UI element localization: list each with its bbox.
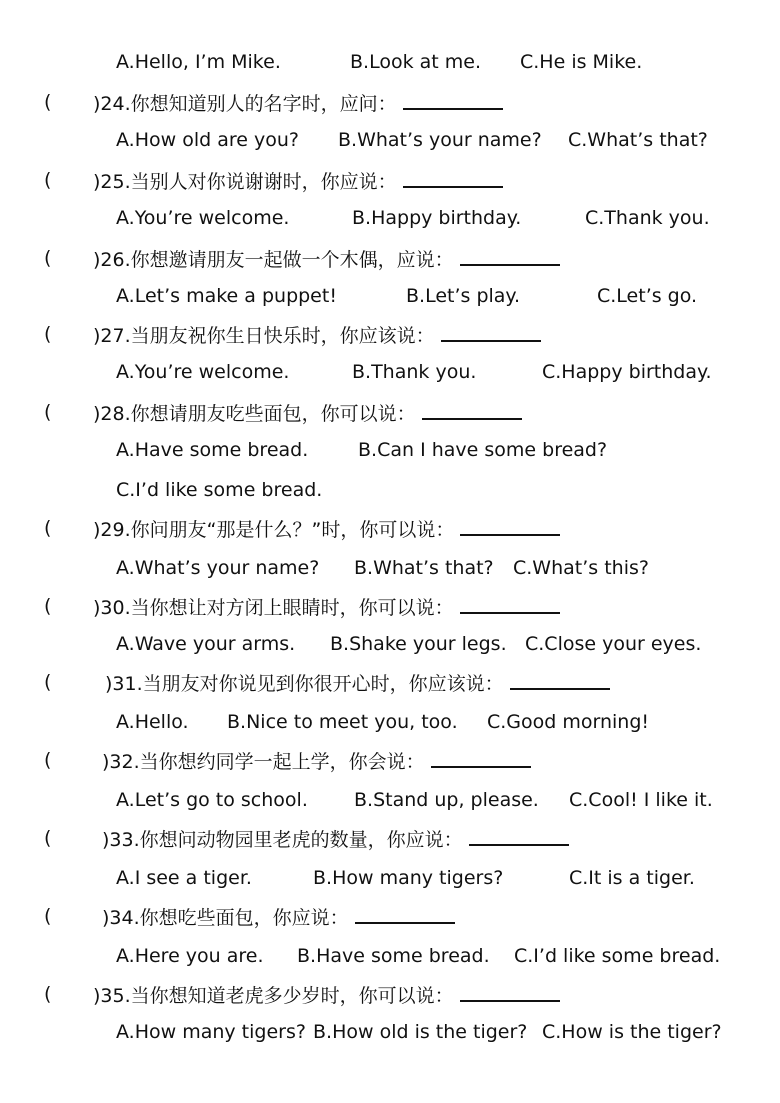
answer-option: A.Here you are. xyxy=(116,945,264,967)
answer-option: C.Thank you. xyxy=(585,207,710,229)
answer-option: C.Let’s go. xyxy=(597,285,698,307)
answer-option: A.Let’s make a puppet! xyxy=(116,285,337,307)
answer-paren: ( xyxy=(44,247,52,269)
answer-blank[interactable] xyxy=(403,168,503,188)
answer-option: B.Shake your legs. xyxy=(330,633,507,655)
question-label: )30.当你想让对方闭上眼睛时，你可以说： xyxy=(93,597,454,619)
question-text xyxy=(93,982,560,1008)
answer-paren: ( xyxy=(44,905,52,927)
answer-option: A.What’s your name? xyxy=(116,557,320,579)
answer-option: C.I’d like some bread. xyxy=(116,479,323,501)
answer-blank[interactable] xyxy=(469,826,569,846)
question-label: )35.当你想知道老虎多少岁时，你可以说： xyxy=(93,985,454,1007)
answer-option: A.Wave your arms. xyxy=(116,633,296,655)
question-label: )26.你想邀请朋友一起做一个木偶，应说： xyxy=(93,249,454,271)
answer-option: B.Can I have some bread? xyxy=(358,439,608,461)
answer-paren: ( xyxy=(44,983,52,1005)
answer-option: B.Let’s play. xyxy=(406,285,520,307)
answer-blank[interactable] xyxy=(460,516,560,536)
answer-blank[interactable] xyxy=(355,904,455,924)
answer-blank[interactable] xyxy=(422,400,522,420)
question-label: )31.当朋友对你说见到你很开心时，你应该说： xyxy=(105,673,504,695)
question-text xyxy=(105,670,610,696)
answer-paren: ( xyxy=(44,91,52,113)
answer-option: A.You’re welcome. xyxy=(116,361,290,383)
answer-paren: ( xyxy=(44,749,52,771)
answer-option: C.Cool! I like it. xyxy=(569,789,713,811)
answer-paren: ( xyxy=(44,671,52,693)
question-text xyxy=(102,904,455,930)
answer-option: C.It is a tiger. xyxy=(569,867,695,889)
answer-option: B.Look at me. xyxy=(350,51,481,73)
question-label: )33.你想问动物园里老虎的数量，你应说： xyxy=(102,829,463,851)
question-text xyxy=(93,516,560,542)
answer-option: B.Happy birthday. xyxy=(352,207,522,229)
question-label: )28.你想请朋友吃些面包，你可以说： xyxy=(93,403,416,425)
answer-paren: ( xyxy=(44,401,52,423)
answer-option: B.What’s that? xyxy=(354,557,494,579)
question-label: )29.你问朋友“那是什么？”时，你可以说： xyxy=(93,519,455,541)
answer-option: A.How old are you? xyxy=(116,129,299,151)
answer-option: A.Let’s go to school. xyxy=(116,789,308,811)
answer-option: C.Close your eyes. xyxy=(525,633,702,655)
answer-blank[interactable] xyxy=(460,246,560,266)
question-text xyxy=(93,168,503,194)
answer-blank[interactable] xyxy=(441,322,541,342)
answer-blank[interactable] xyxy=(510,670,610,690)
question-text xyxy=(93,400,522,426)
answer-blank[interactable] xyxy=(460,594,560,614)
question-label: )24.你想知道别人的名字时，应问： xyxy=(93,93,397,115)
answer-option: B.Thank you. xyxy=(352,361,477,383)
answer-option: C.Happy birthday. xyxy=(542,361,712,383)
answer-blank[interactable] xyxy=(403,90,503,110)
answer-option: B.How many tigers? xyxy=(313,867,504,889)
question-label: )27.当朋友祝你生日快乐时，你应该说： xyxy=(93,325,435,347)
answer-blank[interactable] xyxy=(431,748,531,768)
answer-option: C.What’s that? xyxy=(568,129,708,151)
question-text xyxy=(93,90,503,116)
answer-option: C.What’s this? xyxy=(513,557,649,579)
answer-paren: ( xyxy=(44,323,52,345)
answer-option: B.Have some bread. xyxy=(297,945,490,967)
answer-blank[interactable] xyxy=(460,982,560,1002)
question-text xyxy=(93,246,560,272)
answer-option: C.Good morning! xyxy=(487,711,650,733)
answer-option: A.You’re welcome. xyxy=(116,207,290,229)
answer-option: A.Hello, I’m Mike. xyxy=(116,51,281,73)
question-text xyxy=(93,322,541,348)
answer-paren: ( xyxy=(44,595,52,617)
question-text xyxy=(102,826,569,852)
answer-option: A.How many tigers? xyxy=(116,1021,306,1043)
question-label: )25.当别人对你说谢谢时，你应说： xyxy=(93,171,397,193)
answer-option: B.How old is the tiger? xyxy=(313,1021,528,1043)
answer-option: C.How is the tiger? xyxy=(542,1021,722,1043)
answer-paren: ( xyxy=(44,169,52,191)
answer-option: B.Stand up, please. xyxy=(354,789,539,811)
answer-option: C.I’d like some bread. xyxy=(514,945,721,967)
question-label: )32.当你想约同学一起上学，你会说： xyxy=(102,751,425,773)
question-text xyxy=(93,594,560,620)
answer-option: A.Hello. xyxy=(116,711,189,733)
question-label: )34.你想吃些面包，你应说： xyxy=(102,907,349,929)
answer-option: C.He is Mike. xyxy=(520,51,643,73)
answer-option: B.What’s your name? xyxy=(338,129,542,151)
question-text xyxy=(102,748,531,774)
answer-option: A.I see a tiger. xyxy=(116,867,252,889)
answer-paren: ( xyxy=(44,517,52,539)
answer-option: B.Nice to meet you, too. xyxy=(227,711,458,733)
answer-option: A.Have some bread. xyxy=(116,439,309,461)
answer-paren: ( xyxy=(44,827,52,849)
